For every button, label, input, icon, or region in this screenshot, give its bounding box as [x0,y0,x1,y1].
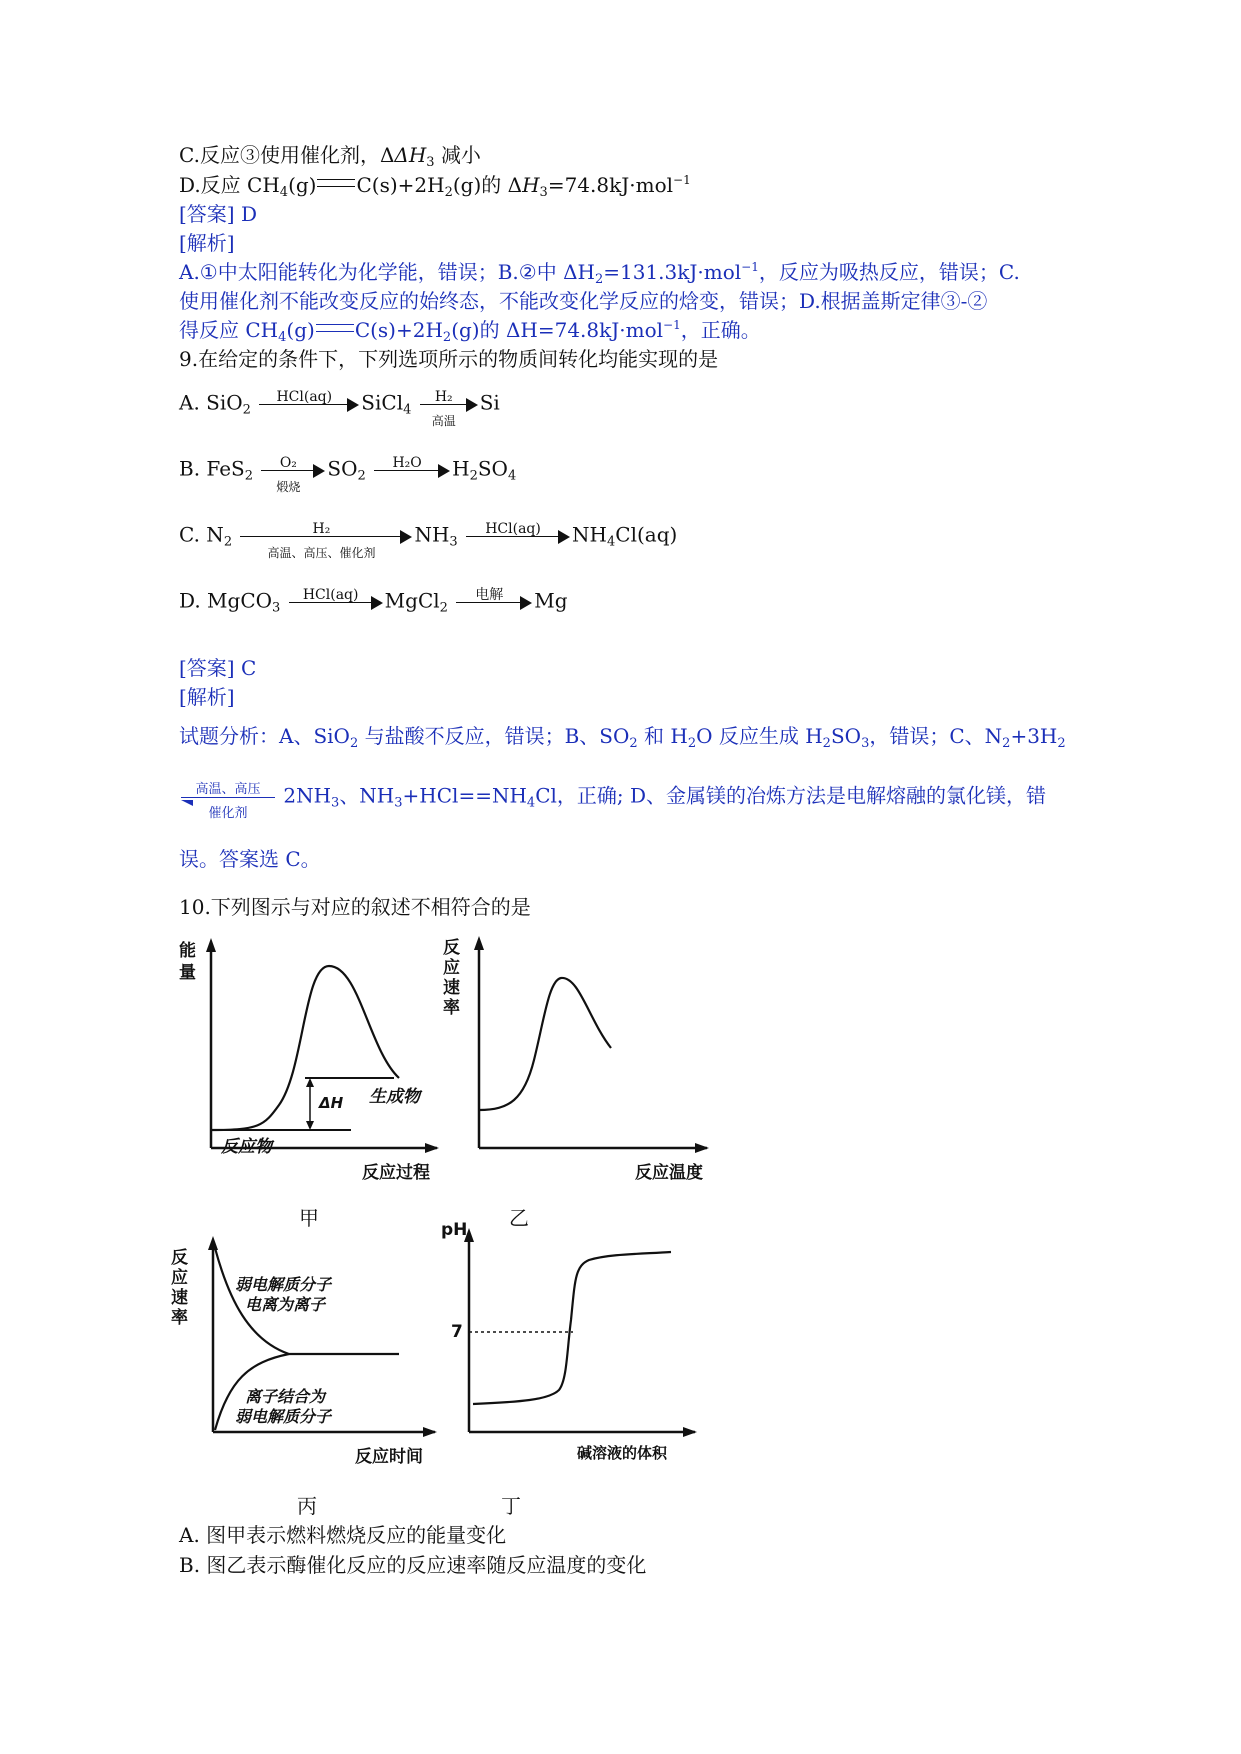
q8-option-c: C.反应③使用催化剂，$\Delta\Delta H_3$ 减小 [179,143,481,170]
graph-bing-xlabel: 反应时间 [355,1447,423,1467]
q9-answer: [答案] C [179,656,257,680]
graph-bing-ylabel: 反应速率 [171,1248,188,1328]
graph-bing-lower-label-2: 弱电解质分子 [235,1407,332,1426]
graph-jia-dh: ΔH [319,1094,344,1112]
caption-ding: 丁 [501,1494,521,1518]
graph-yi-ylabel: 反应速率 [443,938,460,1018]
q10-option-b: B. 图乙表示酶催化反应的反应速率随反应温度的变化 [179,1553,647,1577]
q9-option-d: D. MgCO$_3$ HCl(aq) MgCl$_2$ 电解 Mg [179,582,568,622]
reaction-arrow: H₂O [374,450,450,490]
graph-ding-tick-7: 7 [451,1322,463,1342]
q8-option-d: D.反应 $CH_4(g)$ $C(s)+2H_2(g)$的 $\Delta H_3=74.8kJ\cdot mol^{-1}$ [179,173,691,200]
reversible-arrow: 高温、高压 催化剂 [181,777,275,817]
graph-ding [439,1220,699,1460]
q8-answer: [答案] D [179,202,257,226]
graph-jia-ylabel: 能量 [179,941,196,983]
equilibrium-sign [316,324,354,332]
q9-analysis-line-1: 试题分析：A、SiO$_2$ 与盐酸不反应，错误；B、$SO_2$ 和 $H_2O$ 反应生成 $H_2SO_3$，错误；C、$N_2+3H_2$ [179,724,1066,751]
equilibrium-sign [317,179,355,187]
q10-option-a: A. 图甲表示燃料燃烧反应的能量变化 [179,1523,507,1547]
q8-analysis-line-3: 得反应 $CH_4(g)$ $C(s)+2H_2(g)$的 ΔH=74.8kJ·mol$^{-1}$，正确。 [179,318,761,345]
q8-analysis-line-2: 使用催化剂不能改变反应的始终态，不能改变化学反应的焓变，错误；D.根据盖斯定律③-② [179,289,988,313]
graph-ding-xlabel: 碱溶液的体积 [577,1444,668,1462]
q9-option-c: C. $N_2$ H₂ 高温、高压、催化剂 $NH_3$ HCl(aq) $NH_4Cl(aq)$ [179,516,677,556]
graph-jia [179,930,439,1183]
q8-analysis-line-1: A.①中太阳能转化为化学能，错误；B.②中 $\Delta H_2=131.3kJ\cdot mol^{-1}$，反应为吸热反应，错误；C. [179,260,1020,287]
reaction-arrow: H₂ 高温、高压、催化剂 [240,516,412,556]
q8-analysis-label: [解析] [179,231,235,255]
reaction-arrow: HCl(aq) [466,516,570,556]
q9-analysis-label: [解析] [179,685,235,709]
reaction-arrow: O₂ 煅烧 [261,450,325,490]
q9-analysis-line-3: 误。答案选 C。 [179,847,321,871]
graph-yi-xlabel: 反应温度 [635,1163,703,1183]
titration-curve [473,1252,671,1404]
graph-bing [171,1230,439,1467]
q9-stem: 9.在给定的条件下，下列选项所示的物质间转化均能实现的是 [179,347,719,371]
graph-jia-product: 生成物 [369,1087,420,1107]
graph-bing-upper-label: 弱电解质分子 [235,1275,332,1294]
reaction-arrow: H₂ 高温 [420,384,478,424]
q9-option-b: B. FeS$_2$ O₂ 煅烧 $SO_2$ H₂O $H_2SO_4$ [179,450,516,490]
caption-bing: 丙 [297,1494,317,1518]
reaction-arrow: HCl(aq) [289,582,383,622]
rate-curve [479,978,611,1110]
caption-jia: 甲 [299,1206,319,1230]
graph-bing-lower-label: 离子结合为 [245,1387,326,1406]
graph-jia-xlabel: 反应过程 [362,1163,430,1183]
graph-bing-upper-label-2: 电离为离子 [245,1295,326,1314]
q10-stem: 10.下列图示与对应的叙述不相符合的是 [179,895,531,919]
q9-analysis-line-2: 高温、高压 催化剂 $2NH_3$、$NH_3+HCl==NH_4Cl$，正确; D、金属镁的冶炼方法是电解熔融的氯化镁，错 [179,777,1046,817]
graph-ding-ylabel: pH [441,1220,468,1240]
caption-yi: 乙 [509,1206,529,1230]
reaction-arrow: 电解 [456,582,532,622]
graph-yi [439,930,709,1183]
q9-option-a: A. SiO$_2$ HCl(aq) SiCl$_4$ H₂ 高温 Si [179,384,500,424]
reaction-arrow: HCl(aq) [259,384,359,424]
graph-jia-reactant: 反应物 [221,1137,272,1157]
